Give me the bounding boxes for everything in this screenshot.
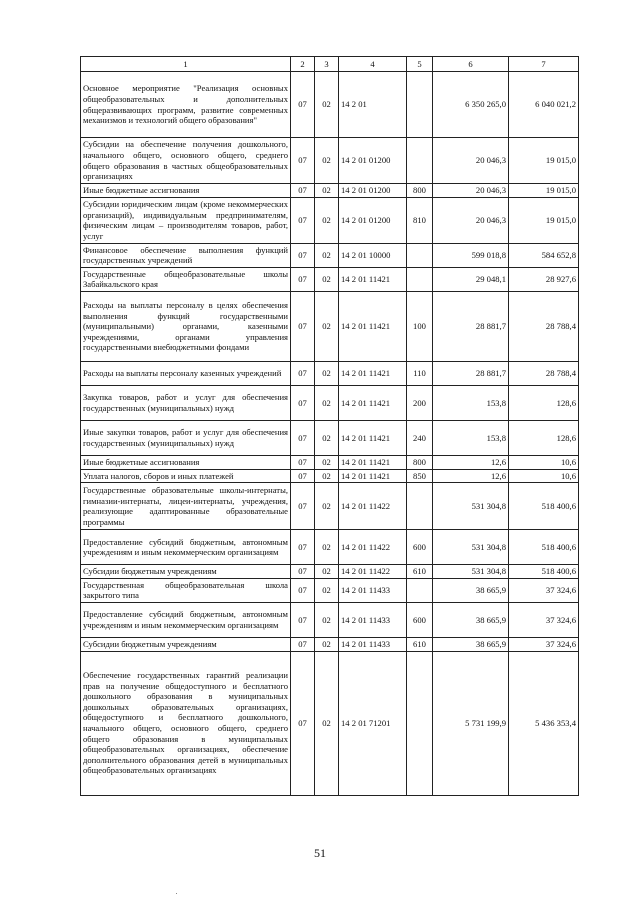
row-subsection: 02 [315, 602, 339, 637]
row-expense-type: 800 [407, 455, 433, 469]
row-amount-year2: 128,6 [509, 385, 579, 420]
row-section: 07 [291, 469, 315, 483]
row-subsection: 02 [315, 197, 339, 243]
row-expense-type [407, 483, 433, 530]
row-name: Закупка товаров, работ и услуг для обеспечения государственных (муниципальных) нужд [81, 385, 291, 420]
table-row [81, 602, 579, 637]
row-expense-type: 800 [407, 184, 433, 198]
row-amount-year1: 20 046,3 [433, 197, 509, 243]
row-amount-year2: 128,6 [509, 420, 579, 455]
row-expense-type: 200 [407, 385, 433, 420]
row-expense-type: 610 [407, 565, 433, 579]
row-amount-year2: 28 788,4 [509, 361, 579, 385]
row-expense-type [407, 651, 433, 795]
table-row [81, 243, 579, 267]
row-name: Субсидии бюджетным учреждениям [81, 565, 291, 579]
row-section: 07 [291, 72, 315, 138]
row-amount-year1: 531 304,8 [433, 565, 509, 579]
row-amount-year2: 518 400,6 [509, 483, 579, 530]
row-name: Субсидии юридическим лицам (кроме некоммерческих организаций), индивидуальным предпринимателям, физическим лицам – производителям товаров, работ, услуг [81, 197, 291, 243]
row-name: Субсидии на обеспечение получения дошкольного, начального общего, основного общего, среднего общего образования в частных общеобразовательных организациях [81, 138, 291, 184]
row-name: Предоставление субсидий бюджетным, автономным учреждениям и иным некоммерческим организациям [81, 602, 291, 637]
row-expense-type: 110 [407, 361, 433, 385]
column-header: 7 [509, 57, 579, 72]
row-section: 07 [291, 138, 315, 184]
row-amount-year2: 10,6 [509, 455, 579, 469]
row-section: 07 [291, 637, 315, 651]
row-expense-type [407, 578, 433, 602]
row-amount-year1: 20 046,3 [433, 184, 509, 198]
row-target-code: 14 2 01 11421 [339, 267, 407, 291]
row-target-code: 14 2 01 11421 [339, 385, 407, 420]
row-amount-year2: 37 324,6 [509, 637, 579, 651]
table-row [81, 565, 579, 579]
row-subsection: 02 [315, 469, 339, 483]
row-name: Иные бюджетные ассигнования [81, 455, 291, 469]
row-subsection: 02 [315, 184, 339, 198]
table-row [81, 385, 579, 420]
table-row [81, 469, 579, 483]
table-row [81, 455, 579, 469]
column-header: 6 [433, 57, 509, 72]
row-subsection: 02 [315, 637, 339, 651]
row-expense-type: 850 [407, 469, 433, 483]
column-header: 1 [81, 57, 291, 72]
row-amount-year1: 38 665,9 [433, 602, 509, 637]
row-target-code: 14 2 01 71201 [339, 651, 407, 795]
row-section: 07 [291, 651, 315, 795]
row-amount-year1: 29 048,1 [433, 267, 509, 291]
row-section: 07 [291, 267, 315, 291]
row-amount-year2: 10,6 [509, 469, 579, 483]
budget-table [80, 56, 579, 796]
table-row [81, 420, 579, 455]
row-name: Финансовое обеспечение выполнения функций государственных учреждений [81, 243, 291, 267]
row-section: 07 [291, 361, 315, 385]
row-amount-year1: 153,8 [433, 420, 509, 455]
table-row [81, 197, 579, 243]
row-expense-type: 610 [407, 637, 433, 651]
row-subsection: 02 [315, 483, 339, 530]
row-name: Государственные общеобразовательные школы Забайкальского края [81, 267, 291, 291]
row-amount-year2: 584 652,8 [509, 243, 579, 267]
row-expense-type [407, 72, 433, 138]
row-expense-type: 810 [407, 197, 433, 243]
row-target-code: 14 2 01 10000 [339, 243, 407, 267]
row-target-code: 14 2 01 01200 [339, 184, 407, 198]
row-section: 07 [291, 291, 315, 361]
row-amount-year1: 12,6 [433, 469, 509, 483]
row-amount-year2: 518 400,6 [509, 565, 579, 579]
row-amount-year1: 531 304,8 [433, 530, 509, 565]
table-body [81, 72, 579, 796]
row-expense-type [407, 243, 433, 267]
table-row [81, 267, 579, 291]
row-amount-year1: 38 665,9 [433, 578, 509, 602]
row-subsection: 02 [315, 420, 339, 455]
table-row [81, 578, 579, 602]
row-name: Основное мероприятие "Реализация основных общеобразовательных и дополнительных общеразвивающих программ, развитие современных механизмов и технологий общего образования" [81, 72, 291, 138]
row-subsection: 02 [315, 455, 339, 469]
row-target-code: 14 2 01 11421 [339, 469, 407, 483]
row-amount-year1: 28 881,7 [433, 291, 509, 361]
row-section: 07 [291, 184, 315, 198]
row-section: 07 [291, 530, 315, 565]
row-subsection: 02 [315, 578, 339, 602]
row-amount-year2: 5 436 353,4 [509, 651, 579, 795]
row-subsection: 02 [315, 565, 339, 579]
table-row [81, 530, 579, 565]
table-row [81, 651, 579, 795]
row-subsection: 02 [315, 361, 339, 385]
row-subsection: 02 [315, 385, 339, 420]
row-section: 07 [291, 197, 315, 243]
row-amount-year1: 599 018,8 [433, 243, 509, 267]
row-subsection: 02 [315, 72, 339, 138]
row-name: Обеспечение государственных гарантий реализации прав на получение общедоступного и бесплатного дошкольного образования в муниципальных дошкольных образовательных организациях, общедоступного и бесплатного дошкольного, начального общего, основного общего, среднего общего образования в муниципальных общеобразовательных организациях, обеспечение дополнительного образования детей в муниципальных общеобразовательных организациях [81, 651, 291, 795]
row-target-code: 14 2 01 01200 [339, 197, 407, 243]
row-section: 07 [291, 602, 315, 637]
row-expense-type: 600 [407, 530, 433, 565]
table-row [81, 291, 579, 361]
row-amount-year1: 6 350 265,0 [433, 72, 509, 138]
row-amount-year2: 6 040 021,2 [509, 72, 579, 138]
row-amount-year1: 28 881,7 [433, 361, 509, 385]
row-subsection: 02 [315, 138, 339, 184]
row-expense-type: 100 [407, 291, 433, 361]
row-subsection: 02 [315, 291, 339, 361]
header-row [81, 57, 579, 72]
row-target-code: 14 2 01 11421 [339, 420, 407, 455]
column-header: 4 [339, 57, 407, 72]
row-amount-year1: 12,6 [433, 455, 509, 469]
table-row [81, 72, 579, 138]
row-target-code: 14 2 01 11433 [339, 602, 407, 637]
row-section: 07 [291, 385, 315, 420]
row-amount-year1: 153,8 [433, 385, 509, 420]
page-number: 51 [314, 846, 326, 860]
row-amount-year2: 37 324,6 [509, 578, 579, 602]
row-section: 07 [291, 565, 315, 579]
table-row [81, 361, 579, 385]
table-row [81, 138, 579, 184]
row-subsection: 02 [315, 267, 339, 291]
row-name: Расходы на выплаты персоналу в целях обеспечения выполнения функций государственными (муниципальными) органами, казенными учреждениями, органами управления государственными внебюджетными фондами [81, 291, 291, 361]
row-name: Субсидии бюджетным учреждениям [81, 637, 291, 651]
row-amount-year2: 19 015,0 [509, 138, 579, 184]
row-expense-type: 600 [407, 602, 433, 637]
row-amount-year2: 37 324,6 [509, 602, 579, 637]
table-row [81, 637, 579, 651]
row-name: Предоставление субсидий бюджетным, автономным учреждениям и иным некоммерческим организациям [81, 530, 291, 565]
row-target-code: 14 2 01 11421 [339, 361, 407, 385]
row-section: 07 [291, 243, 315, 267]
row-target-code: 14 2 01 11422 [339, 565, 407, 579]
row-section: 07 [291, 483, 315, 530]
row-name: Иные бюджетные ассигнования [81, 184, 291, 198]
row-name: Государственные образовательные школы-интернаты, гимназии-интернаты, лицеи-интернаты, учреждения, реализующие адаптированные образовательные программы [81, 483, 291, 530]
row-amount-year1: 20 046,3 [433, 138, 509, 184]
row-expense-type: 240 [407, 420, 433, 455]
row-target-code: 14 2 01 11421 [339, 291, 407, 361]
row-target-code: 14 2 01 11422 [339, 483, 407, 530]
row-name: Расходы на выплаты персоналу казенных учреждений [81, 361, 291, 385]
row-target-code: 14 2 01 01200 [339, 138, 407, 184]
row-section: 07 [291, 455, 315, 469]
row-target-code: 14 2 01 11433 [339, 637, 407, 651]
row-amount-year2: 19 015,0 [509, 197, 579, 243]
column-header: 5 [407, 57, 433, 72]
row-target-code: 14 2 01 11422 [339, 530, 407, 565]
row-target-code: 14 2 01 11421 [339, 455, 407, 469]
row-name: Уплата налогов, сборов и иных платежей [81, 469, 291, 483]
row-amount-year1: 531 304,8 [433, 483, 509, 530]
column-header: 3 [315, 57, 339, 72]
row-target-code: 14 2 01 [339, 72, 407, 138]
row-name: Государственная общеобразовательная школа закрытого типа [81, 578, 291, 602]
table-row [81, 184, 579, 198]
row-name: Иные закупки товаров, работ и услуг для обеспечения государственных (муниципальных) нужд [81, 420, 291, 455]
row-section: 07 [291, 420, 315, 455]
table-header [81, 57, 579, 72]
row-amount-year1: 38 665,9 [433, 637, 509, 651]
row-amount-year2: 19 015,0 [509, 184, 579, 198]
row-expense-type [407, 138, 433, 184]
row-amount-year1: 5 731 199,9 [433, 651, 509, 795]
row-expense-type [407, 267, 433, 291]
row-subsection: 02 [315, 243, 339, 267]
row-subsection: 02 [315, 651, 339, 795]
table-row [81, 483, 579, 530]
scan-speck [176, 893, 177, 894]
row-amount-year2: 28 788,4 [509, 291, 579, 361]
row-amount-year2: 518 400,6 [509, 530, 579, 565]
row-subsection: 02 [315, 530, 339, 565]
column-header: 2 [291, 57, 315, 72]
row-amount-year2: 28 927,6 [509, 267, 579, 291]
row-section: 07 [291, 578, 315, 602]
row-target-code: 14 2 01 11433 [339, 578, 407, 602]
